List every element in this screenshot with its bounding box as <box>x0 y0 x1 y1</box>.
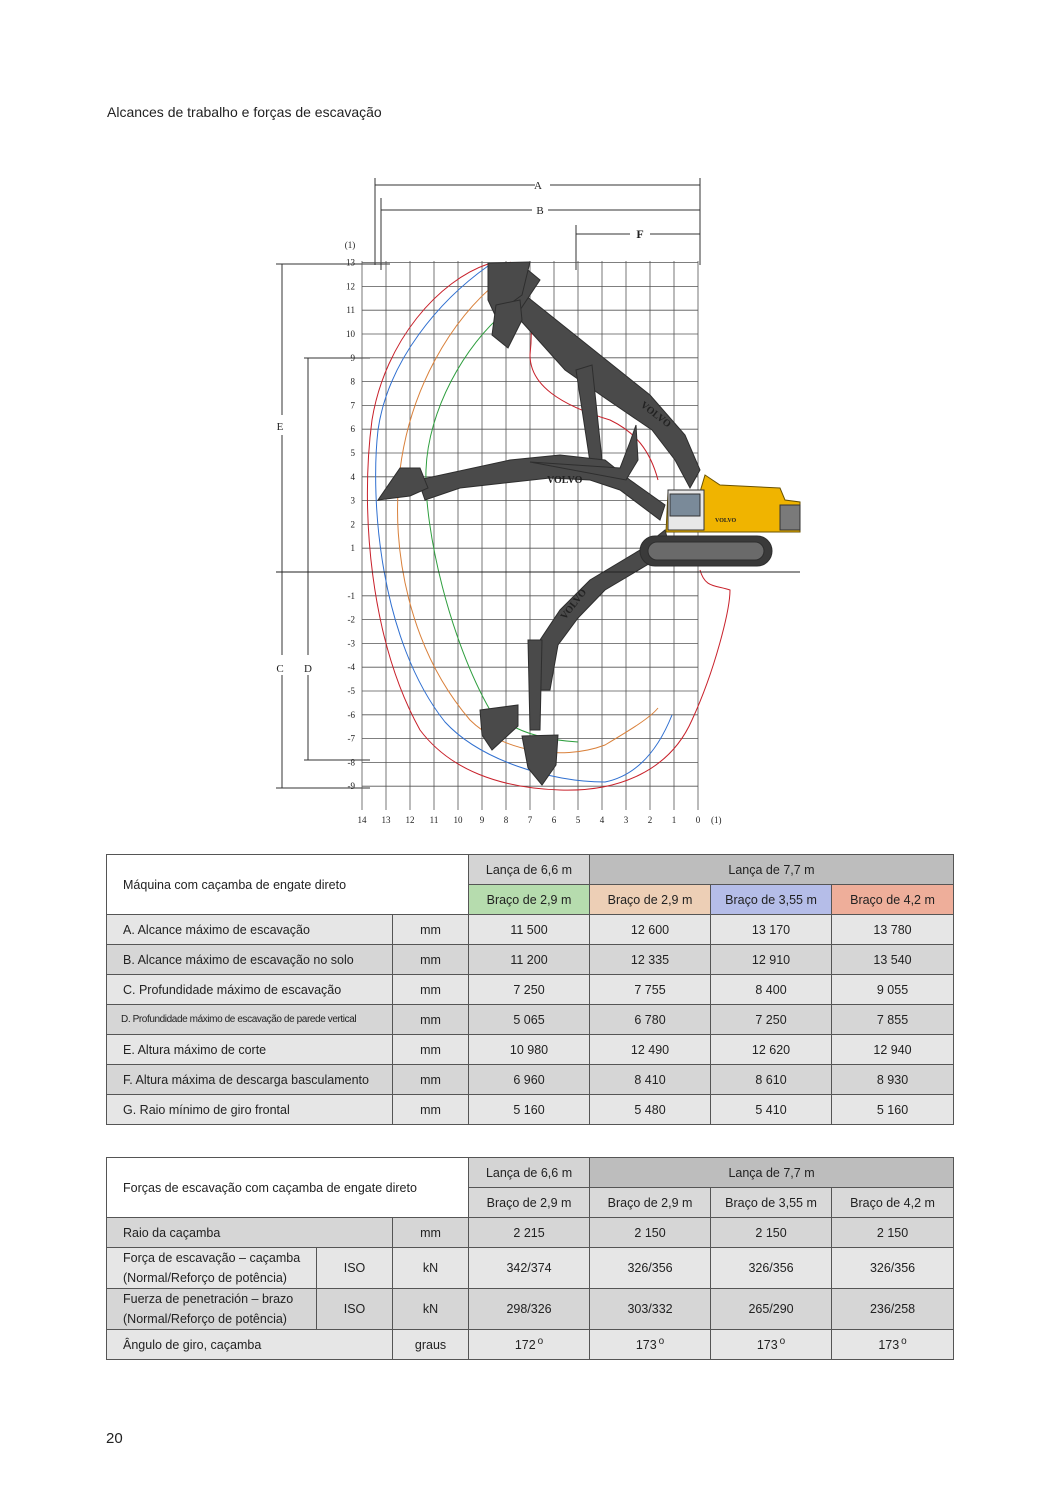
working-ranges-table <box>106 854 954 1125</box>
x-tick-labels <box>358 815 701 825</box>
x-tick-label: 3 <box>623 815 629 825</box>
row-value: 7 250 <box>469 975 590 1005</box>
row-value: 2 215 <box>469 1218 590 1248</box>
brand-label-middle: VOLVO <box>547 475 583 486</box>
table2-arm-2: Braço de 2,9 m <box>590 1188 711 1218</box>
x-tick-label: 13 <box>381 815 391 825</box>
row-value: 5 160 <box>469 1095 590 1125</box>
dim-label-a: A <box>534 180 542 192</box>
row-value: 12 940 <box>832 1035 954 1065</box>
y-tick-label: -4 <box>347 662 355 673</box>
table-row <box>107 1248 954 1289</box>
digging-forces-table <box>106 1157 954 1360</box>
row-label <box>107 1248 317 1289</box>
table-row <box>107 1095 954 1125</box>
page-title: Alcances de trabalho e forças de escavação <box>107 104 382 120</box>
brand-label-body: VOLVO <box>715 518 737 524</box>
row-label <box>107 1289 317 1330</box>
table1-header: Máquina com caçamba de engate direto <box>107 855 469 915</box>
y-tick-label: -8 <box>347 757 355 768</box>
table-row <box>107 1218 954 1248</box>
y-tick-label: -3 <box>347 638 355 649</box>
row-value: 9 055 <box>832 975 954 1005</box>
row-value: 12 600 <box>590 915 711 945</box>
y-tick-label: 5 <box>350 448 355 458</box>
row-value: 13 780 <box>832 915 954 945</box>
row-value: 298/326 <box>469 1289 590 1330</box>
row-value: 10 980 <box>469 1035 590 1065</box>
y-unit-mark: (1) <box>344 240 356 250</box>
row-value: 8 400 <box>711 975 832 1005</box>
row-unit: mm <box>393 1218 469 1248</box>
x-tick-label: 7 <box>527 815 533 825</box>
row-label: F. Altura máxima de descarga basculamento <box>107 1065 393 1095</box>
table-row <box>107 1005 954 1035</box>
y-tick-label: -2 <box>347 614 355 625</box>
table-row <box>107 1330 954 1360</box>
y-tick-label: 7 <box>350 400 355 411</box>
degree-mark: o <box>901 1336 907 1348</box>
y-tick-label: 2 <box>350 519 355 530</box>
curve-arm-29-boom-66 <box>426 312 578 742</box>
dim-label-b: B <box>536 205 544 217</box>
brand-label-upper: VOLVO <box>638 399 673 431</box>
brand-label-lower: VOLVO <box>558 587 590 622</box>
row-value <box>832 1330 954 1360</box>
row-value <box>469 1330 590 1360</box>
x-tick-label: 2 <box>647 815 653 825</box>
y-tick-label: 3 <box>350 495 355 506</box>
table-row <box>107 915 954 945</box>
dim-label-c: C <box>276 663 284 675</box>
x-tick-label: 12 <box>405 815 415 825</box>
y-tick-label: 4 <box>350 471 355 482</box>
y-tick-label: 1 <box>350 543 355 554</box>
y-tick-label: 12 <box>346 281 355 292</box>
row-value: 12 910 <box>711 945 832 975</box>
row-value: 8 610 <box>711 1065 832 1095</box>
row-value: 326/356 <box>832 1248 954 1289</box>
table1-boom-77: Lança de 7,7 m <box>590 855 954 885</box>
dim-label-e: E <box>276 421 284 433</box>
x-tick-label: 5 <box>575 815 581 825</box>
row-label: G. Raio mínimo de giro frontal <box>107 1095 393 1125</box>
row-value <box>590 1330 711 1360</box>
table2-header: Forças de escavação com caçamba de engate direto <box>107 1158 469 1218</box>
row-standard: ISO <box>317 1289 393 1330</box>
degree-mark: o <box>537 1336 544 1348</box>
y-tick-label: -7 <box>347 733 355 744</box>
row-standard: ISO <box>317 1248 393 1289</box>
row-value: 5 160 <box>832 1095 954 1125</box>
degree-mark: o <box>658 1336 665 1348</box>
table-row <box>107 1065 954 1095</box>
table-row <box>107 1035 954 1065</box>
x-tick-label: 1 <box>671 815 677 825</box>
row-value: 326/356 <box>590 1248 711 1289</box>
x-tick-label: 9 <box>479 815 485 825</box>
x-tick-label: 14 <box>357 815 367 825</box>
row-label: D. Profundidade máximo de escavação de parede vertical <box>107 1005 393 1035</box>
row-unit: kN <box>393 1248 469 1289</box>
table1-arm-2: Braço de 2,9 m <box>590 885 711 915</box>
table2-boom-77: Lança de 7,7 m <box>590 1158 954 1188</box>
row-value: 13 540 <box>832 945 954 975</box>
row-value: 342/374 <box>469 1248 590 1289</box>
y-tick-label: 9 <box>350 352 355 363</box>
y-tick-label: -9 <box>347 781 355 792</box>
y-tick-label: 8 <box>350 376 355 387</box>
x-tick-label: 8 <box>503 815 509 825</box>
row-value: 7 755 <box>590 975 711 1005</box>
y-tick-label: -1 <box>347 590 355 601</box>
row-unit: mm <box>393 975 469 1005</box>
table1-boom-66: Lança de 6,6 m <box>469 855 590 885</box>
degree-mark: o <box>779 1336 786 1348</box>
y-tick-label: -6 <box>347 709 355 720</box>
row-unit: graus <box>393 1330 469 1360</box>
row-unit: mm <box>393 1035 469 1065</box>
table-row <box>107 945 954 975</box>
y-tick-label: 11 <box>346 305 355 316</box>
row-value: 5 480 <box>590 1095 711 1125</box>
x-tick-label: 6 <box>551 815 557 825</box>
row-value: 2 150 <box>590 1218 711 1248</box>
row-unit: mm <box>393 915 469 945</box>
row-value: 6 960 <box>469 1065 590 1095</box>
table-row <box>107 975 954 1005</box>
row-value: 12 335 <box>590 945 711 975</box>
row-value: 5 410 <box>711 1095 832 1125</box>
y-tick-label: 6 <box>350 424 355 435</box>
page-number: 20 <box>106 1430 123 1447</box>
y-tick-label: 13 <box>346 257 355 268</box>
row-value: 326/356 <box>711 1248 832 1289</box>
row-label-line1: Fuerza de penetración – brazo <box>123 1292 294 1306</box>
row-value: 13 170 <box>711 915 832 945</box>
dim-label-d: D <box>304 663 312 675</box>
angle-value: 173 <box>635 1338 657 1353</box>
excavator-illustration <box>378 262 800 785</box>
table1-arm-1: Braço de 2,9 m <box>469 885 590 915</box>
row-label: A. Alcance máximo de escavação <box>107 915 393 945</box>
row-value: 265/290 <box>711 1289 832 1330</box>
row-value: 6 780 <box>590 1005 711 1035</box>
row-value: 12 490 <box>590 1035 711 1065</box>
y-tick-labels <box>346 258 356 792</box>
x-unit-mark: (1) <box>711 815 722 825</box>
y-tick-label: 10 <box>346 329 355 339</box>
row-unit: kN <box>393 1289 469 1330</box>
y-tick-label: -5 <box>347 686 355 696</box>
table1-arm-4: Braço de 4,2 m <box>832 885 954 915</box>
row-label-line2: (Normal/Reforço de potência) <box>123 1271 287 1285</box>
row-label: B. Alcance máximo de escavação no solo <box>107 945 393 975</box>
table2-arm-3: Braço de 3,55 m <box>711 1188 832 1218</box>
row-value: 7 250 <box>711 1005 832 1035</box>
row-label: E. Altura máximo de corte <box>107 1035 393 1065</box>
row-value: 12 620 <box>711 1035 832 1065</box>
table1-arm-3: Braço de 3,55 m <box>711 885 832 915</box>
row-value: 7 855 <box>832 1005 954 1035</box>
x-tick-label: 10 <box>453 815 463 825</box>
row-value: 236/258 <box>832 1289 954 1330</box>
table2-arm-4: Braço de 4,2 m <box>832 1188 954 1218</box>
dim-label-f: F <box>636 227 644 241</box>
angle-value: 173 <box>878 1338 900 1353</box>
row-label: C. Profundidade máximo de escavação <box>107 975 393 1005</box>
row-value: 2 150 <box>711 1218 832 1248</box>
row-unit: mm <box>393 1065 469 1095</box>
row-value <box>711 1330 832 1360</box>
row-value: 11 500 <box>469 915 590 945</box>
angle-value: 173 <box>756 1338 778 1353</box>
x-tick-label: 4 <box>599 815 605 825</box>
table2-boom-66: Lança de 6,6 m <box>469 1158 590 1188</box>
row-value: 11 200 <box>469 945 590 975</box>
row-value: 2 150 <box>832 1218 954 1248</box>
row-label-line2: (Normal/Reforço de potência) <box>123 1312 287 1326</box>
table-row <box>107 1289 954 1330</box>
row-value: 8 410 <box>590 1065 711 1095</box>
row-value: 303/332 <box>590 1289 711 1330</box>
working-range-diagram <box>260 170 820 835</box>
x-tick-label: 0 <box>695 815 701 825</box>
row-value: 8 930 <box>832 1065 954 1095</box>
row-unit: mm <box>393 945 469 975</box>
row-value: 5 065 <box>469 1005 590 1035</box>
curve-arm-29-boom-77 <box>398 280 658 753</box>
row-label-line1: Força de escavação – caçamba <box>123 1251 301 1265</box>
x-tick-label: 11 <box>429 815 439 825</box>
row-label: Raio da caçamba <box>107 1218 393 1248</box>
row-unit: mm <box>393 1005 469 1035</box>
row-label: Ângulo de giro, caçamba <box>107 1330 393 1360</box>
table2-arm-1: Braço de 2,9 m <box>469 1188 590 1218</box>
row-unit: mm <box>393 1095 469 1125</box>
angle-value: 172 <box>514 1338 536 1353</box>
